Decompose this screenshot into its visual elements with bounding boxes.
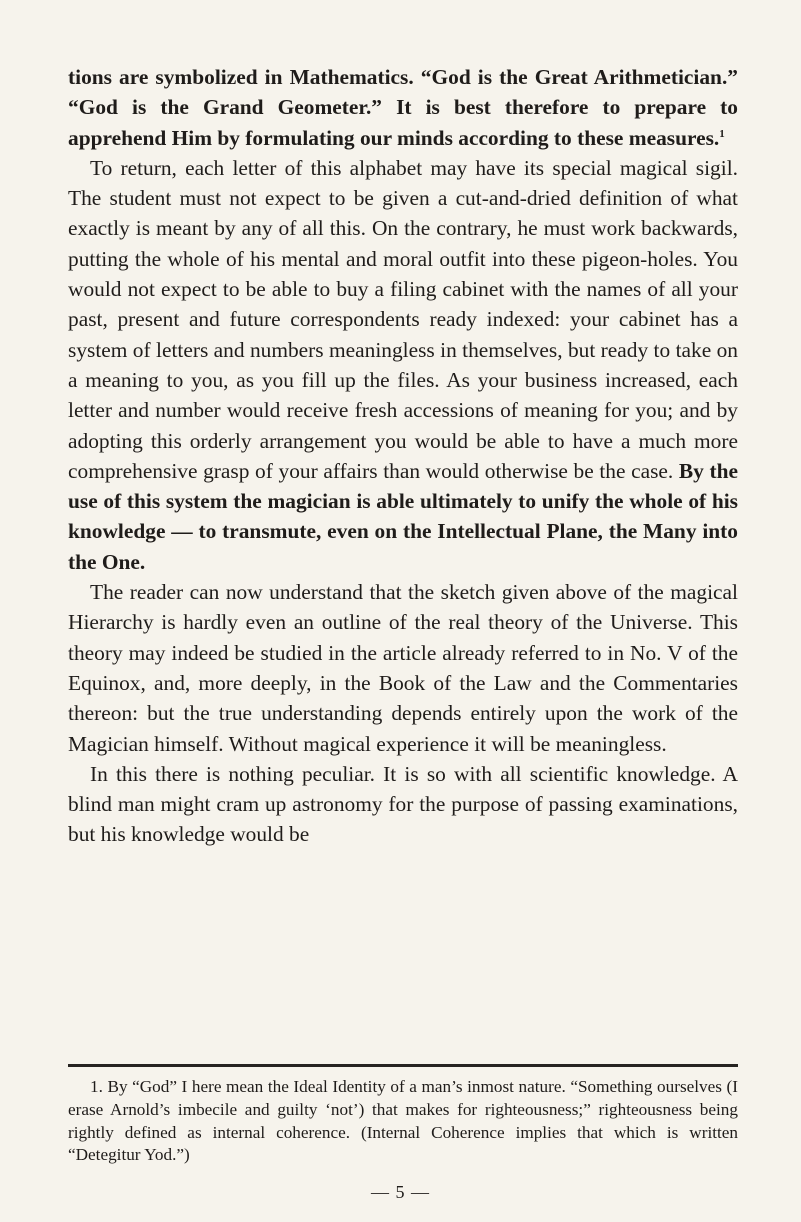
paragraph-2-body: To return, each letter of this alphabet may have its special magical sigil. The student must not expect to be given a cut-and-dried definition of what exactly is meant by any of all this. On the contrary, he must work backwards, putting the whole of his mental and moral outfit into these pigeon-holes. You would not expect to be able to buy a filing cabinet with the names of all your past, present and future correspondents ready indexed: your cabinet has a system of letters and numbers meaningless in themselves, but ready to take on a meaning to you, as you fill up the files. As your business increased, each letter and number would receive fresh accessions of meaning for you; and by adopting this orderly arrangement you would be able to have a much more comprehensive grasp of your affairs than would otherwise be the case.: [68, 155, 738, 483]
paragraph-1-text: tions are symbolized in Mathematics. “God is the Great Arithmetician.” “God is the Grand Geometer.” It is best therefore to prepare to apprehend Him by formulating our minds according to these measures.: [68, 65, 738, 150]
paragraph-3-body: The reader can now understand that the sketch given above of the magical Hierarchy is hardly even an outline of the real theory of the Universe. This theory may indeed be studied in the article already referred to in No. V of the Equinox, and, more deeply, in the Book of the Law and the Commentaries thereon: but the true understanding depends entirely upon the work of the Magician himself. Without magical experience it will be meaningless.: [68, 580, 738, 756]
paragraph-2: [68, 153, 738, 577]
paragraph-4: [68, 759, 738, 850]
footnote-separator: [68, 1064, 738, 1067]
paragraph-2-bold-conclusion: By the use of this system the magician is able ultimately to unify the whole of his knowledge — to transmute, even on the Intellectual Plane, the Many into the One.: [68, 458, 738, 574]
main-text: [68, 62, 738, 850]
footnote-reference: 1: [719, 127, 725, 140]
footnote: 1. By “God” I here mean the Ideal Identity of a man’s inmost nature. “Something ourselves (I erase Arnold’s imbecile and guilty ‘not’) that makes for righteousness;” righteousness being rightly defined as internal coherence. (Internal Coherence implies that which is written “Detegitur Yod.”): [68, 1077, 738, 1165]
paragraph-1: [68, 62, 738, 153]
paragraph-3: [68, 577, 738, 759]
page-number: — 5 —: [371, 1182, 430, 1202]
paragraph-4-body: In this there is nothing peculiar. It is so with all scientific knowledge. A blind man might cram up astronomy for the purpose of passing examinations, but his knowledge would be: [68, 761, 738, 847]
